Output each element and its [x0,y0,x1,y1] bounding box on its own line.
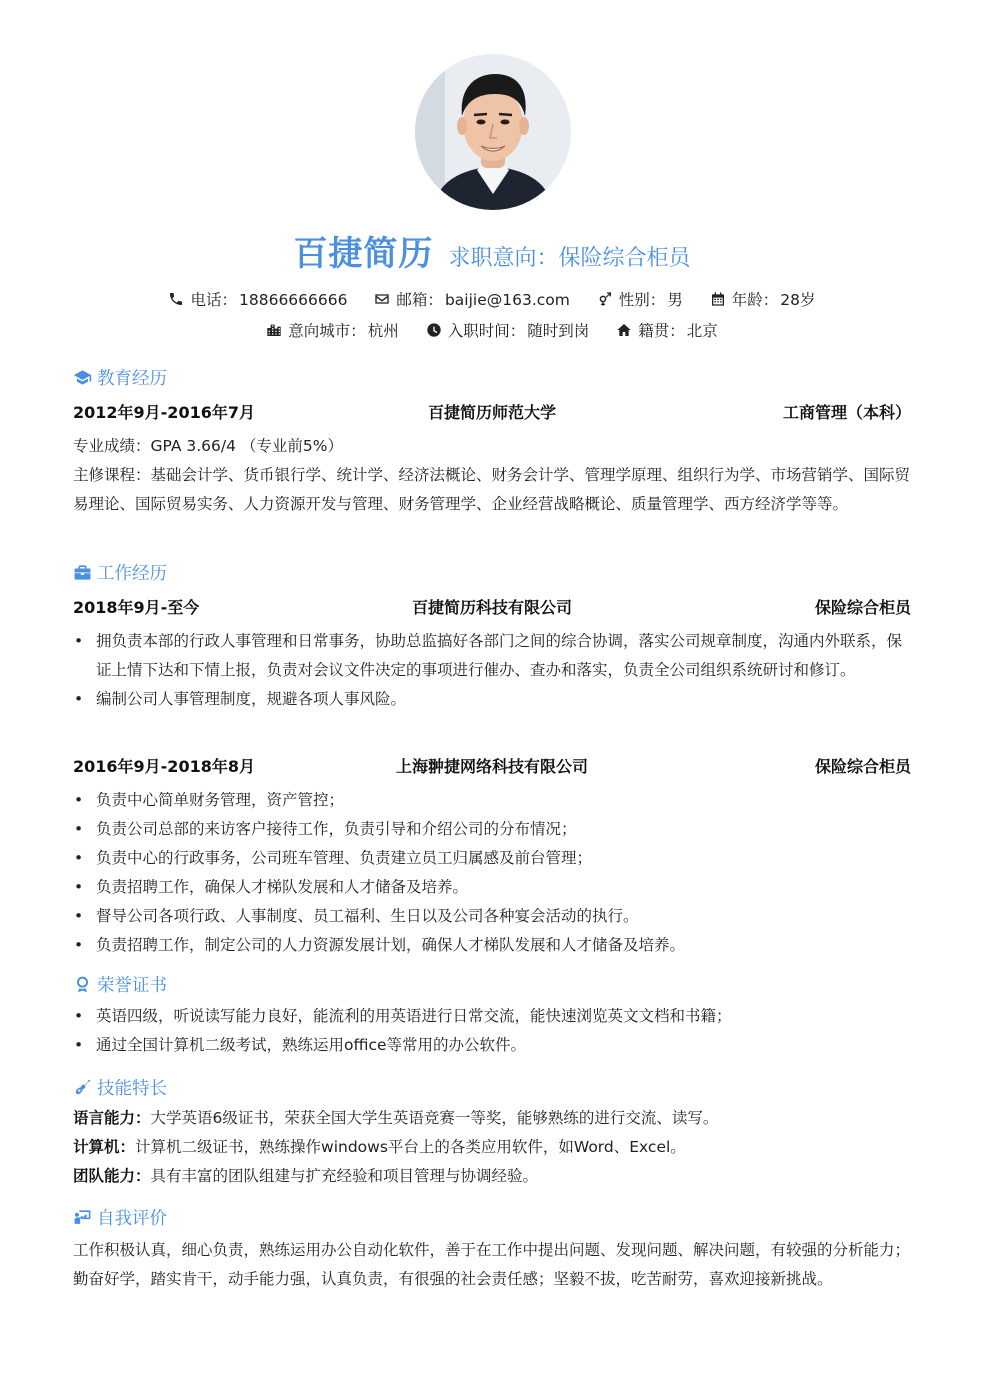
list-item: • 编制公司人事管理制度，规避各项人事风险。 [73,685,915,714]
list-item: • 负责招聘工作，制定公司的人力资源发展计划，确保人才梯队发展和人才储备及培养。 [73,931,915,960]
briefcase-icon [73,563,92,582]
list-item: • 负责中心简单财务管理，资产管控； [73,786,915,815]
candidate-name: 百捷简历 [293,234,434,274]
home-icon [616,322,632,338]
list-item: • 负责中心的行政事务，公司班车管理、负责建立员工归属感及前台管理； [73,844,915,873]
age-value: 28岁 [780,291,816,309]
job-intent: 求职意向：保险综合柜员 [448,246,691,271]
guitar-icon [73,1078,92,1097]
skill-team: 团队能力：具有丰富的团队组建与扩充经验和项目管理与协调经验。 [73,1167,539,1185]
gender-value: 男 [667,291,683,309]
job-1-role: 保险综合柜员 [814,598,911,617]
start-info [426,319,590,341]
contact-row-1 [0,288,984,310]
education-gpa: 专业成绩：GPA 3.66/4 （专业前5%） [73,437,344,455]
email-value: baijie@163.com [444,291,570,309]
calendar-icon [710,291,726,307]
job-1-duties [73,627,915,714]
education-school: 百捷简历师范大学 [427,403,556,422]
work-section-title: 工作经历 [73,560,167,585]
start-value: 随时到岗 [527,322,590,340]
graduation-cap-icon [73,368,92,387]
list-item: • 拥负责本部的行政人事管理和日常事务，协助总监搞好各部门之间的综合协调，落实公司规章制度，沟通内外联系，保证上情下达和下情上报，负责对会议文件决定的事项进行催办、查办和落实，负责全公司组织系统研讨和修订。 [73,627,915,685]
education-major: 工商管理（本科） [782,403,911,422]
email-label: 邮箱： [396,291,443,309]
age-label: 年龄： [731,291,779,309]
presentation-icon [73,1208,92,1227]
phone-info [168,288,347,310]
education-courses: 主修课程：基础会计学、货币银行学、统计学、经济法概论、财务会计学、管理学原理、组织行为学、市场营销学、国际贸易理论、国际贸易实务、人力资源开发与管理、财务管理学、企业经营战略概论、质量管理学、西方经济学等等。 [73,466,911,513]
list-item: • 英语四级，听说读写能力良好，能流利的用英语进行日常交流，能快速浏览英文文档和书籍； [73,1002,915,1031]
phone-icon [168,291,184,307]
skills-section-title: 技能特长 [73,1075,167,1100]
job-1-period: 2018年9月-至今 [73,598,200,617]
phone-label: 电话： [190,291,237,309]
age-info [710,288,816,310]
education-section-title: 教育经历 [73,365,167,390]
city-icon [266,322,282,338]
gender-icon [597,291,613,307]
job-1-company: 百捷简历科技有限公司 [411,598,572,617]
list-item: • 负责公司总部的来访客户接待工作，负责引导和介绍公司的分布情况； [73,815,915,844]
email-info [374,288,569,310]
avatar [415,54,571,210]
job-2-company: 上海翀捷网络科技有限公司 [395,757,588,776]
skill-language: 语言能力：大学英语6级证书，荣获全国大学生英语竞赛一等奖，能够熟练的进行交流、读写。 [73,1109,719,1127]
city-label: 意向城市： [288,322,366,340]
envelope-icon [374,291,390,307]
education-period: 2012年9月-2016年7月 [73,403,255,422]
profile-photo [415,54,571,210]
honors-list [73,1002,915,1060]
city-value: 杭州 [367,322,399,340]
contact-row-2 [0,319,984,341]
gender-label: 性别： [618,291,666,309]
phone-value: 18866666666 [239,291,348,309]
self-eval-section-title: 自我评价 [73,1205,167,1230]
start-label: 入职时间： [447,322,526,340]
header [0,226,984,275]
clock-icon [426,322,442,338]
skills-list [73,1104,915,1191]
hometown-label: 籍贯： [638,322,685,340]
list-item: • 负责招聘工作，确保人才梯队发展和人才储备及培养。 [73,873,915,902]
list-item: • 通过全国计算机二级考试，熟练运用office等常用的办公软件。 [73,1031,915,1060]
skill-computer: 计算机：计算机二级证书，熟练操作windows平台上的各类应用软件，如Word、Excel。 [73,1138,686,1156]
job-2-period: 2016年9月-2018年8月 [73,757,255,776]
honors-section-title: 荣誉证书 [73,972,167,997]
award-icon [73,975,92,994]
gender-info [597,288,683,310]
job-2-duties [73,786,915,960]
hometown-value: 北京 [686,322,718,340]
job-2-role: 保险综合柜员 [814,757,911,776]
list-item: • 督导公司各项行政、人事制度、员工福利、生日以及公司各种宴会活动的执行。 [73,902,915,931]
city-info [266,319,399,341]
self-eval-text: 工作积极认真，细心负责，熟练运用办公自动化软件，善于在工作中提出问题、发现问题、解决问题，有较强的分析能力；勤奋好学，踏实肯干，动手能力强，认真负责，有很强的社会责任感；坚毅不拔，吃苦耐劳，喜欢迎接新挑战。 [73,1241,911,1288]
education-details [73,432,915,519]
hometown-info [616,319,718,341]
